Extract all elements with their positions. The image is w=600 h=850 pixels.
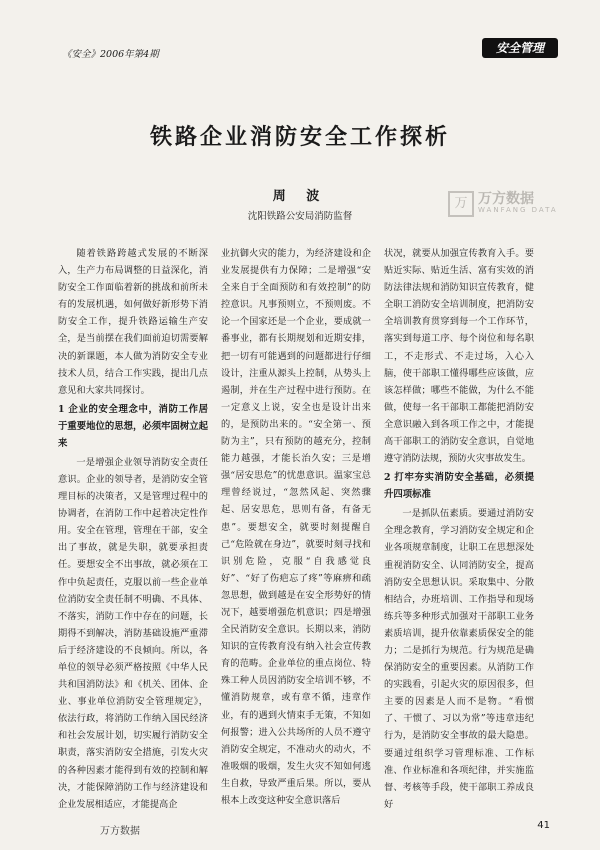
- paragraph: 一是抓队伍素质。要通过消防安全理念教育，学习消防安全规定和企业各项规章制度，让职工在思想深处重视消防安全、认同消防安全，提高消防安全思想认识。采取集中、分散相结合，办班培训、工作指导和现场练兵等多种形式加强对干部职工业务素质培训，提升依靠素质保安全的能力；二是抓行为规范。行为规范是确保消防安全的重要因素。从消防工作的实践看，引起火灾的原因很多，但主要的因素是人而不是物。“看惯了、干惯了、习以为常”等违章违纪行为，是消防安全事故的最大隐患。要通过组织学习管理标准、工作标准、作业标准和各项纪律，并实施监督、考核等手段，使干部职工养成良好: [384, 508, 534, 810]
- watermark-text: 万方数据: [478, 191, 534, 207]
- paragraph: 业抗御火灾的能力，为经济建设和企业发展提供有力保障；二是增强“安全来自于全面预防和有效控制”的防控意识。凡事预则立，不预则废。不论一个国家还是一个企业，要成就一番事业，都有长期规划和近期安排，把一切有可能遇到的问题都进行仔细设计，注重从源头上控制，从势头上遏制，并在生产过程中进行预防。在一定意义上说，安全也是设计出来的，是预防出来的。“安全第一、预防为主”，只有预防的越充分，控制能力越强，才能长治久安；三是增强“居安思危”的忧患意识。温家宝总理曾经说过，“忽然风起、突然骤起、居安思危，思则有备，有备无患”。要想安全，就要时刻提醒自己“危险就在身边”，就要时刻寻找和识别危险，克服“自我感觉良好”、“好了伤疤忘了疼”等麻痹和疏忽思想，做到越是在安全形势好的情况下，越要增强危机意识；四是增强全民消防安全意识。长期以来，消防知识的宣传教育没有纳入社会宣传教育的范畴。企业单位的重点岗位、特殊工种人员因消防安全培训不够，不懂消防规章，或有章不循，违章作业，有的遇到火情束手无策，不知如何报警；进入公共场所的人员不遵守消防安全规定，不准动火的动火，不准吸烟的吸烟，发生火灾不知如何逃生自救，导致严重后果。所以，要从根本上改变这种安全意识落后: [221, 248, 371, 806]
- wanfang-watermark: [448, 188, 568, 218]
- footer-logo: 万方数据: [100, 826, 140, 837]
- article-author: 周 波: [272, 189, 328, 204]
- text-column-3: [384, 245, 534, 813]
- text-column-1: [58, 245, 208, 813]
- page-number: 41: [537, 820, 550, 831]
- section-heading: 2 打牢夯实消防安全基础，必须提升四项标准: [384, 472, 534, 501]
- article-affiliation: 沈阳铁路公安局消防监督: [247, 211, 353, 222]
- paragraph: 随着铁路跨越式发展的不断深入，生产力布局调整的日益深化，消防安全工作面临着新的挑战和前所未有的发展机遇，如何做好新形势下消防安全工作，提升铁路运输生产安全，是当前摆在我们面前迫切需要解决的新课题，本人做为消防安全专业技术人员，结合工作实践，提出几点意见和大家共同探讨。: [58, 248, 208, 396]
- section-badge: 安全管理: [482, 38, 558, 58]
- section-heading: 1 企业的安全理念中，消防工作居于重要地位的思想，必须牢固树立起来: [58, 403, 209, 449]
- paragraph: 一是增强企业领导消防安全责任意识。企业的领导者，是消防安全管理目标的决策者，又是管理过程中的协调者，在消防工作中起着决定性作用。安全在管理，管理在干部，安全出了事故，就是失职，就要承担责任。要想安全不出事故，就必须在工作中负起责任，克服以前一些企业单位消防安全责任制不明确、不具体、不落实，消防工作中存在的问题，长期得不到解决，消防基础设施严重滞后于经济建设的不良倾向。所以，各单位的领导必须严格按照《中华人民共和国消防法》和《机关、团体、企业、事业单位消防安全管理规定》，依法行政，将消防工作纳入国民经济和社会发展计划，切实履行消防安全职责，落实消防安全措施，引发火灾的各种因素才能得到有效的控制和解决，才能保障消防工作与经济建设和企业发展相适应，才能提高企: [58, 456, 208, 810]
- wanfang-logo-icon: 万: [448, 191, 474, 217]
- article-title: 铁路企业消防安全工作探析: [149, 124, 450, 150]
- paragraph: 状况，就要从加强宣传教育入手。要贴近实际、贴近生活、富有实效的消防法律法规和消防知识宣传教育，健全职工消防安全培训制度，把消防安全培训教育贯穿到每一个工作环节，落实到每道工序、每个岗位和每名职工，不走形式、不走过场，入心入脑，使干部职工懂得哪些应该做，应该怎样做；哪些不能做，为什么不能做，使每一名干部职工都能把消防安全意识融入到各项工作之中，才能提高干部职工的消防安全意识，自觉地遵守消防法规，预防火灾事故发生。: [384, 248, 534, 465]
- watermark-subtext: WANFANG DATA: [478, 206, 558, 214]
- text-column-2: [221, 245, 371, 809]
- journal-header: 《安全》2006年第4期: [62, 49, 159, 60]
